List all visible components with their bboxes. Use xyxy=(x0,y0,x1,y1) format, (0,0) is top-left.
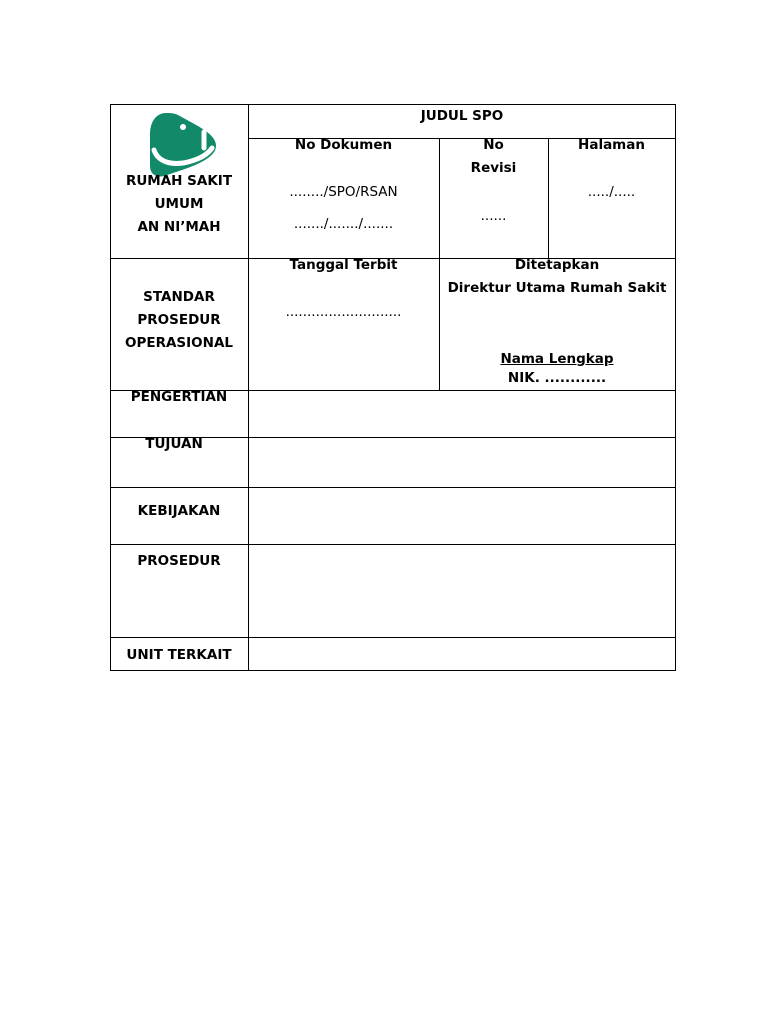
judul-spo-cell xyxy=(248,105,676,128)
spo-label-line2: PROSEDUR xyxy=(137,312,221,328)
unit-terkait-label: UNIT TERKAIT xyxy=(126,647,232,663)
hospital-name xyxy=(110,170,248,239)
no-dokumen-value2: ......./......./....... xyxy=(293,216,394,232)
no-revisi-cell xyxy=(439,134,548,180)
table-border-bottom xyxy=(110,670,676,671)
spo-label-line1: STANDAR xyxy=(143,289,215,305)
hospital-name-line3: AN NI’MAH xyxy=(137,219,221,235)
no-revisi-value-cell xyxy=(439,205,548,228)
spo-label-cell xyxy=(110,286,248,355)
tujuan-content xyxy=(249,438,675,487)
halaman-label: Halaman xyxy=(578,137,645,153)
prosedur-content xyxy=(249,545,675,637)
ditetapkan-label: Ditetapkan xyxy=(514,257,600,273)
direktur-label: Direktur Utama Rumah Sakit xyxy=(447,280,667,296)
signature-block xyxy=(439,350,675,388)
nik-label: NIK. ............ xyxy=(507,370,607,386)
tanggal-terbit-value: ........................... xyxy=(285,304,402,320)
no-revisi-label-line2: Revisi xyxy=(470,160,517,176)
no-dokumen-value1-cell xyxy=(248,181,439,204)
no-revisi-value: ...... xyxy=(480,208,507,224)
pengertian-label-cell xyxy=(110,386,248,409)
pengertian-label: PENGERTIAN xyxy=(130,389,228,405)
nama-lengkap-label: Nama Lengkap xyxy=(500,351,614,367)
no-dokumen-label: No Dokumen xyxy=(294,137,393,153)
kebijakan-label-cell xyxy=(110,500,248,523)
table-border-right xyxy=(675,104,676,671)
judul-spo-title: JUDUL SPO xyxy=(420,108,504,124)
no-dokumen-value2-cell xyxy=(248,213,439,236)
hospital-name-line1: RUMAH SAKIT xyxy=(125,173,233,189)
halaman-value: ...../..... xyxy=(587,184,636,200)
kebijakan-content xyxy=(249,488,675,544)
halaman-cell xyxy=(548,134,675,157)
unit-terkait-content xyxy=(249,638,675,670)
spo-label-line3: OPERASIONAL xyxy=(124,335,233,351)
no-dokumen-value1: ......../SPO/RSAN xyxy=(289,184,398,200)
no-revisi-label-line1: No xyxy=(483,137,504,153)
unit-terkait-label-cell xyxy=(110,644,248,667)
prosedur-label-cell xyxy=(110,550,248,573)
ditetapkan-cell xyxy=(439,254,675,300)
tanggal-terbit-value-cell xyxy=(248,301,439,324)
halaman-value-cell xyxy=(548,181,675,204)
tanggal-terbit-label: Tanggal Terbit xyxy=(289,257,398,273)
tanggal-terbit-cell xyxy=(248,254,439,277)
pengertian-content xyxy=(249,391,675,437)
kebijakan-label: KEBIJAKAN xyxy=(137,503,221,519)
prosedur-label: PROSEDUR xyxy=(137,553,221,569)
tujuan-label: TUJUAN xyxy=(145,436,203,452)
tujuan-label-cell xyxy=(110,433,238,456)
hospital-name-line2: UMUM xyxy=(154,196,204,212)
no-dokumen-cell xyxy=(248,134,439,157)
